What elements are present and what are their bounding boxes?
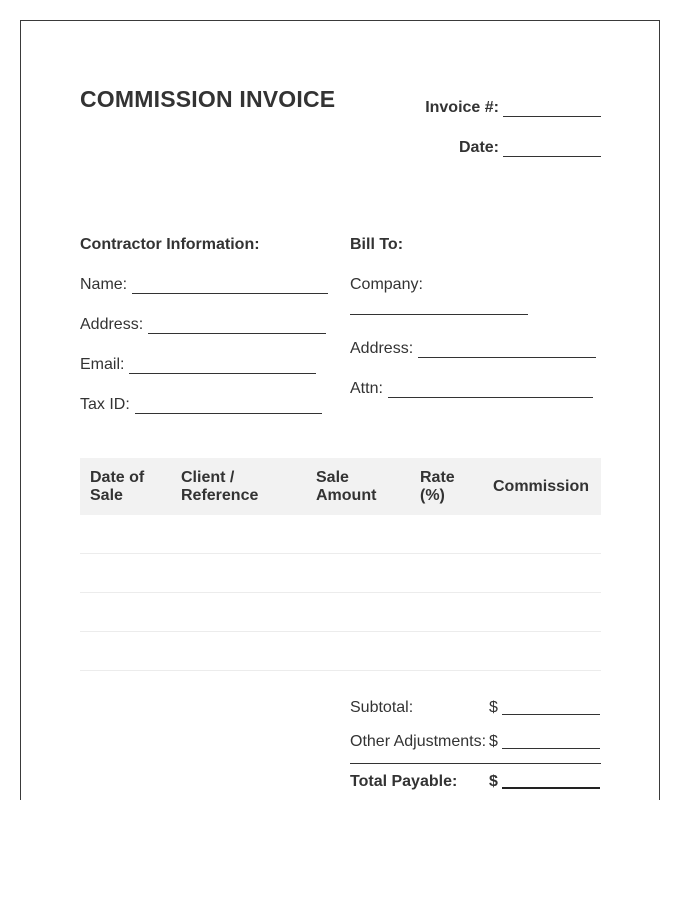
total-payable-blank[interactable] (502, 787, 600, 789)
contractor-address-label: Address: (80, 316, 144, 333)
invoice-number-blank[interactable] (503, 102, 601, 117)
contractor-tax-id-blank[interactable] (135, 401, 322, 414)
contractor-address-blank[interactable] (148, 321, 326, 334)
column-header-rate: Rate (%) (410, 458, 483, 515)
subtotal-row (350, 697, 601, 717)
column-header-commission: Commission (483, 458, 601, 515)
total-payable-currency: $ (489, 773, 498, 790)
table-cell[interactable] (306, 593, 410, 632)
contractor-tax-id-label: Tax ID: (80, 396, 130, 413)
table-cell[interactable] (410, 554, 483, 593)
table-cell[interactable] (80, 515, 171, 554)
bill-to-heading: Bill To: (350, 236, 404, 253)
table-cell[interactable] (171, 515, 306, 554)
table-row (80, 515, 601, 554)
table-cell[interactable] (80, 554, 171, 593)
contractor-email-label: Email: (80, 356, 125, 373)
table-cell[interactable] (80, 593, 171, 632)
contractor-name-field[interactable] (80, 276, 328, 294)
bill-to-company-label: Company: (350, 276, 423, 293)
table-cell[interactable] (483, 554, 601, 593)
subtotal-blank[interactable] (502, 714, 600, 715)
contractor-name-label: Name: (80, 276, 128, 293)
adjustments-label: Other Adjustments: (350, 733, 487, 750)
table-cell[interactable] (171, 632, 306, 671)
invoice-date-field[interactable] (459, 139, 601, 157)
invoice-date-blank[interactable] (503, 142, 601, 157)
contractor-heading: Contractor Information: (80, 236, 260, 253)
table-cell[interactable] (80, 632, 171, 671)
bill-to-company-field[interactable] (350, 302, 528, 315)
column-header-sale-amount: Sale Amount (306, 458, 410, 515)
subtotal-label: Subtotal: (350, 699, 414, 716)
totals-divider (350, 763, 601, 764)
table-row (80, 554, 601, 593)
bill-to-address-label: Address: (350, 340, 414, 357)
table-cell[interactable] (306, 515, 410, 554)
bill-to-address-blank[interactable] (418, 345, 596, 358)
table-cell[interactable] (171, 593, 306, 632)
contractor-email-blank[interactable] (129, 361, 316, 374)
table-cell[interactable] (483, 515, 601, 554)
table-header-row (80, 458, 601, 515)
bill-to-address-field[interactable] (350, 340, 596, 358)
column-header-client: Client / Reference (171, 458, 306, 515)
table-cell[interactable] (306, 632, 410, 671)
invoice-title: COMMISSION INVOICE (80, 86, 336, 112)
contractor-name-blank[interactable] (132, 281, 328, 294)
table-cell[interactable] (410, 632, 483, 671)
table-cell[interactable] (483, 593, 601, 632)
total-payable-label: Total Payable: (350, 773, 458, 790)
bill-to-attn-label: Attn: (350, 380, 383, 397)
invoice-number-field[interactable] (425, 99, 601, 117)
table-row (80, 593, 601, 632)
table-cell[interactable] (410, 515, 483, 554)
table-cell[interactable] (171, 554, 306, 593)
bill-to-attn-field[interactable] (350, 380, 593, 398)
contractor-address-field[interactable] (80, 316, 326, 334)
adjustments-row (350, 731, 601, 751)
table-cell[interactable] (306, 554, 410, 593)
subtotal-currency: $ (489, 699, 498, 716)
bill-to-company-blank[interactable] (350, 302, 528, 315)
total-payable-row (350, 771, 601, 791)
invoice-date-label: Date: (458, 139, 499, 156)
table-cell[interactable] (410, 593, 483, 632)
contractor-tax-id-field[interactable] (80, 396, 322, 414)
table-cell[interactable] (483, 632, 601, 671)
bill-to-attn-blank[interactable] (388, 385, 593, 398)
adjustments-currency: $ (489, 733, 498, 750)
invoice-number-label: Invoice #: (425, 99, 499, 116)
commission-table (80, 458, 601, 671)
column-header-date: Date of Sale (80, 458, 171, 515)
adjustments-blank[interactable] (502, 748, 600, 749)
table-row (80, 632, 601, 671)
contractor-email-field[interactable] (80, 356, 316, 374)
